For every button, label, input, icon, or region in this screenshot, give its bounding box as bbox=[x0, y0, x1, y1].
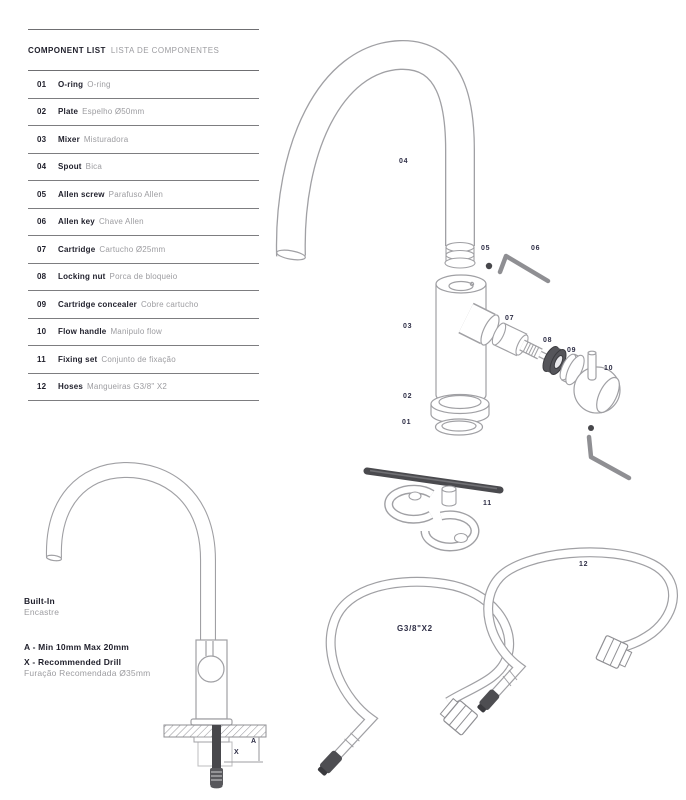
part-label-09: 09 bbox=[567, 347, 577, 354]
list-title-pt: LISTA DE COMPONENTES bbox=[110, 45, 220, 55]
dim-a-note: A - Min 10mm Max 20mm bbox=[24, 642, 129, 652]
allen-key-drawing bbox=[500, 256, 548, 281]
spout-drawing bbox=[276, 55, 460, 262]
part-label-06: 06 bbox=[531, 245, 541, 252]
component-row: 06 Allen key Chave Allen bbox=[28, 209, 259, 237]
builtin-faucet-drawing bbox=[46, 470, 232, 725]
component-row: 09 Cartridge concealer Cobre cartucho bbox=[28, 291, 259, 319]
part-label-01: 01 bbox=[402, 419, 412, 426]
component-row: 12 Hoses Mangueiras G3/8" X2 bbox=[28, 374, 259, 402]
allen-screw-drawing bbox=[486, 263, 492, 269]
builtin-title-en: Built-In bbox=[24, 596, 55, 606]
part-label-02: 02 bbox=[403, 393, 413, 400]
component-row: 01 O-ring O-ring bbox=[28, 71, 259, 99]
hose-left-drawing bbox=[316, 582, 509, 778]
component-row: 07 Cartridge Cartucho Ø25mm bbox=[28, 236, 259, 264]
builtin-title-pt: Encastre bbox=[24, 607, 60, 617]
component-row: 05 Allen screw Parafuso Allen bbox=[28, 181, 259, 209]
part-label-12: 12 bbox=[579, 561, 589, 568]
part-label-04: 04 bbox=[399, 158, 409, 165]
dim-x-note-en: X - Recommended Drill bbox=[24, 657, 122, 667]
fixing-set-drawing bbox=[367, 471, 500, 547]
dim-x-note-pt: Furação Recomendada Ø35mm bbox=[24, 668, 151, 678]
hose-size-label: G3/8"X2 bbox=[397, 624, 433, 633]
dimension-label-a: A bbox=[251, 738, 257, 745]
component-row: 03 Mixer Misturadora bbox=[28, 126, 259, 154]
component-row: 10 Flow handle Manipulo flow bbox=[28, 319, 259, 347]
part-label-08: 08 bbox=[543, 337, 553, 344]
list-title-en: COMPONENT LIST bbox=[28, 45, 106, 55]
part-label-11: 11 bbox=[483, 500, 492, 507]
cartridge-drawing bbox=[490, 321, 548, 358]
component-list-table bbox=[28, 29, 259, 401]
part-label-05: 05 bbox=[481, 245, 491, 252]
part-label-07: 07 bbox=[505, 315, 515, 322]
component-row: 04 Spout Bica bbox=[28, 154, 259, 182]
dimension-label-x: X bbox=[234, 749, 240, 756]
part-label-10: 10 bbox=[604, 365, 614, 372]
component-list-header bbox=[28, 30, 259, 71]
o-ring-drawing bbox=[436, 419, 483, 435]
countertop-section-drawing bbox=[164, 725, 266, 788]
spout-coupling-drawing bbox=[445, 243, 475, 269]
component-row: 11 Fixing set Conjunto de fixação bbox=[28, 346, 259, 374]
part-label-03: 03 bbox=[403, 323, 413, 330]
component-row: 02 Plate Espelho Ø50mm bbox=[28, 99, 259, 127]
component-row: 08 Locking nut Porca de bloqueio bbox=[28, 264, 259, 292]
